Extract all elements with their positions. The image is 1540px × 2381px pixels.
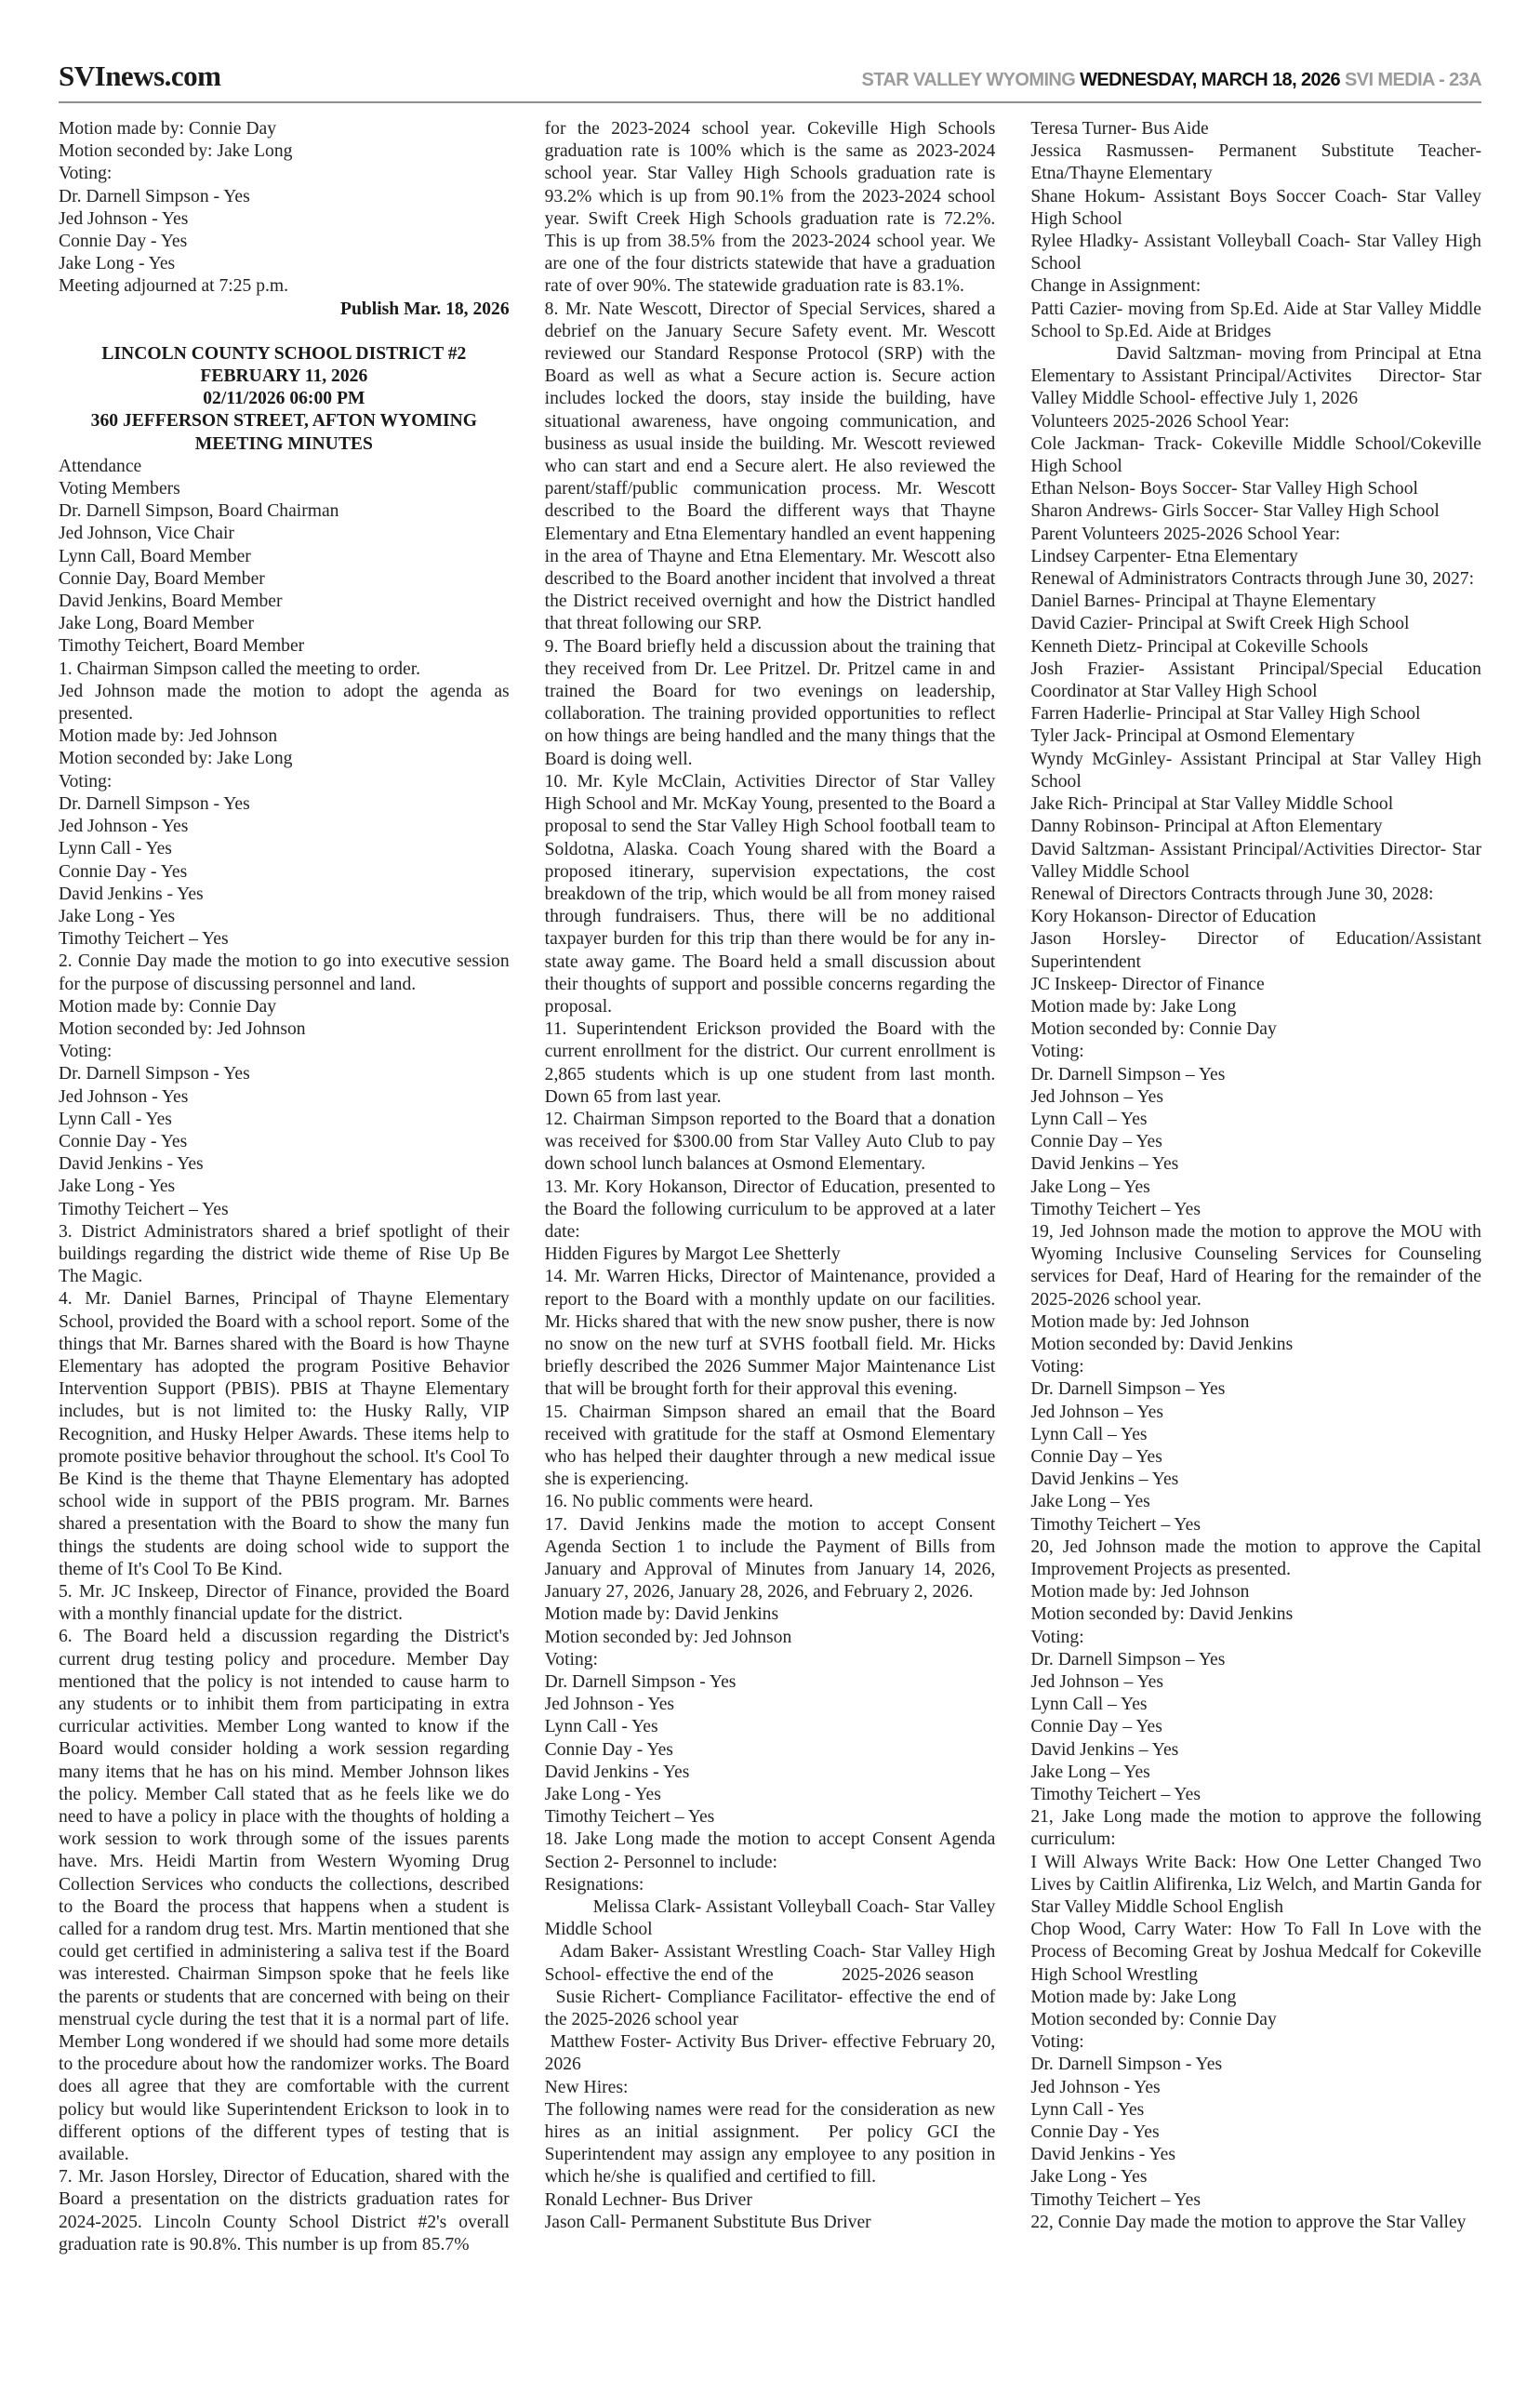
paragraph: Jed Johnson made the motion to adopt the agenda as presented. [59, 681, 510, 725]
text-line: David Jenkins - Yes [59, 884, 204, 904]
paragraph: 12. Chairman Simpson reported to the Board that a donation was received for $300.00 from Star Valley Auto Club to pay down school lunch balances at Osmond Elementary. [544, 1109, 996, 1175]
text-line: Connie Day – Yes [1030, 1132, 1162, 1152]
text-line: Jed Johnson – Yes [1030, 1086, 1163, 1107]
text-line: Lynn Call - Yes [1030, 2099, 1145, 2120]
text-line: Ethan Nelson- Boys Soccer- Star Valley High School [1030, 479, 1418, 499]
text-line: Voting: [1030, 1357, 1084, 1377]
paragraph: 19, Jed Johnson made the motion to approve the MOU with Wyoming Inclusive Counseling Services for Counseling services for Deaf, Hard of Hearing for the remainder of the 2025-2026 school year. [1030, 1221, 1481, 1310]
text-line: Dr. Darnell Simpson - Yes [544, 1672, 737, 1693]
text-line: Motion made by: Jake Long [1030, 1987, 1237, 2007]
news-column [545, 118, 996, 2256]
text-line: Motion made by: Jed Johnson [1030, 1582, 1250, 1603]
paragraph: 14. Mr. Warren Hicks, Director of Maintenance, provided a report to the Board with a monthly update on our facilities. Mr. Hicks shared that with the new snow pusher, there is now no snow on the new turf at SVHS football field. Mr. Hicks briefly described the 2026 Summer Major Maintenance List that will be brought forth for their approval this evening. [544, 1267, 996, 1400]
text-line: Renewal of Directors Contracts through June 30, 2028: [1030, 884, 1434, 904]
text-line: Daniel Barnes- Principal at Thayne Elementary [1030, 592, 1376, 612]
text-line: Lynn Call - Yes [544, 1717, 658, 1737]
text-line: Lynn Call – Yes [1030, 1424, 1148, 1444]
paragraph: Melissa Clark- Assistant Volleyball Coach- Star Valley Middle School [544, 1897, 996, 1940]
text-line: Jed Johnson - Yes [59, 817, 189, 837]
paragraph: 18. Jake Long made the motion to accept Consent Agenda Section 2- Personnel to include: [544, 1829, 996, 1872]
text-line: Lynn Call – Yes [1030, 1109, 1148, 1129]
section-heading: 360 JEFFERSON STREET, AFTON WYOMING [90, 411, 477, 432]
text-line: Motion seconded by: Jed Johnson [59, 1018, 306, 1039]
text-line: 16. No public comments were heard. [544, 1492, 814, 1512]
text-line: Jed Johnson, Vice Chair [59, 524, 234, 544]
text-line: Jake Long - Yes [544, 1785, 661, 1805]
text-line: Farren Haderlie- Principal at Star Valley High School [1030, 704, 1421, 725]
text-line: Motion made by: Connie Day [59, 119, 277, 139]
text-line: Dr. Darnell Simpson, Board Chairman [59, 501, 339, 522]
text-line: Motion seconded by: Jake Long [59, 141, 293, 162]
text-line: Motion made by: Jed Johnson [59, 726, 278, 747]
header-dateline [861, 70, 1481, 91]
text-line: Dr. Darnell Simpson – Yes [1030, 1064, 1226, 1084]
paragraph: Josh Frazier- Assistant Principal/Special Education Coordinator at Star Valley High School [1030, 658, 1481, 702]
text-line: Connie Day - Yes [59, 861, 188, 882]
text-line: Meeting adjourned at 7:25 p.m. [59, 276, 289, 297]
section-heading: 02/11/2026 06:00 PM [203, 389, 365, 409]
text-line: Jake Long - Yes [59, 1177, 176, 1197]
text-line: Voting: [59, 1042, 113, 1062]
article-columns [59, 118, 1481, 2256]
paragraph: Renewal of Administrators Contracts through June 30, 2027: [1030, 569, 1475, 590]
text-line: Jake Long - Yes [59, 254, 176, 274]
text-line: Jake Long - Yes [59, 906, 176, 926]
text-line: Hidden Figures by Margot Lee Shetterly [544, 1244, 841, 1265]
paragraph: Chop Wood, Carry Water: How To Fall In Love with the Process of Becoming Great by Joshua Medcalf for Cokeville High School Wrestling [1030, 1920, 1481, 1985]
text-line: Motion seconded by: David Jenkins [1030, 1604, 1294, 1625]
paragraph: Wyndy McGinley- Assistant Principal at Star Valley High School [1030, 749, 1481, 791]
text-line: Sharon Andrews- Girls Soccer- Star Valley High School [1030, 501, 1440, 522]
text-line: Jed Johnson - Yes [544, 1695, 675, 1715]
text-line: Motion seconded by: Jed Johnson [544, 1627, 792, 1647]
paragraph: 10. Mr. Kyle McClain, Activities Director of Star Valley High School and Mr. McKay Young, presented to the Board a proposal to send the Star Valley High School football team to Soldotna, Alaska. Coach Young shared with the Board a proposed itinerary, supervision expectations, the cost breakdown of the trip, which would be all from money raised through fundraisers. Thus, there will be no additional taxpayer burden for this trip than there would be for any in-state away game. The Board held a small discussion about their thoughts of support and possible concerns regarding the proposal. [544, 771, 996, 1017]
paragraph: 17. David Jenkins made the motion to accept Consent Agenda Section 1 to include the Payment of Bills from January and Approval of Minutes from January 14, 2026, January 27, 2026, January 28, 2026, and February 2, 2026. [544, 1514, 996, 1603]
paragraph: Adam Baker- Assistant Wrestling Coach- Star Valley High School- effective the end of the 2025-2026 season [544, 1942, 996, 1985]
text-line: Jed Johnson – Yes [1030, 1402, 1163, 1422]
paragraph: for the 2023-2024 school year. Cokeville High Schools graduation rate is 100% which is the same as 2023-2024 school year. Star Valley High Schools graduation rate is 93.2% which is up from 90.1% from the 2023-2024 school year. Swift Creek High Schools graduation rate is 72.2%. This is up from 38.5% from the 2023-2024 school year. We are one of the four districts statewide that have a graduation rate of over 90%. The statewide graduation rate is 83.1%. [544, 119, 996, 297]
text-line: Resignations: [544, 1874, 644, 1895]
section-heading: MEETING MINUTES [194, 433, 373, 454]
text-line: Jed Johnson - Yes [59, 208, 189, 229]
paragraph: Matthew Foster- Activity Bus Driver- effective February 20, 2026 [544, 2032, 996, 2075]
paragraph: 3. District Administrators shared a brief spotlight of their buildings regarding the district wide theme of Rise Up Be The Magic. [59, 1221, 510, 1287]
text-line: Parent Volunteers 2025-2026 School Year: [1030, 524, 1341, 544]
text-line: Voting: [1030, 2032, 1084, 2053]
header-media-page: SVI MEDIA - 23A [1340, 70, 1481, 90]
text-line: Dr. Darnell Simpson - Yes [59, 793, 250, 814]
text-line: Timothy Teichert – Yes [1030, 1514, 1201, 1535]
paragraph: 7. Mr. Jason Horsley, Director of Education, shared with the Board a presentation on the districts graduation rates for 2024-2025. Lincoln County School District #2's overall graduation rate is 90.8%. This number is up from 85.7% [59, 2167, 510, 2255]
text-line: David Jenkins, Board Member [59, 592, 283, 612]
paragraph: Jessica Rasmussen- Permanent Substitute Teacher- Etna/Thayne Elementary [1030, 141, 1481, 184]
text-line: Motion made by: Jake Long [1030, 996, 1237, 1017]
text-line: Jed Johnson - Yes [1030, 2077, 1161, 2097]
text-line: Jake Long - Yes [1030, 2167, 1148, 2188]
text-line: New Hires: [544, 2077, 629, 2097]
text-line: Voting: [1030, 1627, 1084, 1647]
paragraph: Jason Horsley- Director of Education/Assistant Superintendent [1030, 929, 1481, 972]
text-line: Teresa Turner- Bus Aide [1030, 119, 1209, 139]
paragraph: 9. The Board briefly held a discussion about the training that they received from Dr. Lee Pritzel. Dr. Pritzel came in and trained the Board for two evenings on leadership, collaboration. The training provided opportunities to reflect on how things are being handled and the many things that the Board is doing well. [544, 636, 996, 769]
paragraph: 15. Chairman Simpson shared an email that the Board received with gratitude for the staff at Osmond Elementary who has helped their daughter through a new medical issue she is experiencing. [544, 1402, 996, 1490]
text-line: David Cazier- Principal at Swift Creek High School [1030, 614, 1410, 634]
paragraph: 6. The Board held a discussion regarding the District's current drug testing policy and procedure. Member Day mentioned that the policy is not intended to cause harm to any students or to inhibit them from participating in extra curricular activities. Member Long wanted to know if the Board would consider holding a work session regarding many items that he has on his mind. Member Johnson likes the policy. Member Call stated that as he feels like we do need to have a policy in place with the thoughts of holding a work session to work through some of the issues parents have. Mrs. Heidi Martin from Western Wyoming Drug Collection Services who conducts the collections, described to the Board the process that happens when a student is called for a random drug test. Mrs. Martin mentioned that she could get certified in administering a saliva test if the Board was interested. Chairman Simpson spoke that he feels like the parents or students that are concerned with being on their menstrual cycle during the test that it is a normal part of life. Member Long wondered if we should had some more details to the procedure about how the randomizer works. The Board does all agree that they are comfortable with the current policy but would like Superintendent Erickson to look in to different options of the different types of testing that is available. [59, 1627, 510, 2165]
section-heading: FEBRUARY 11, 2026 [200, 366, 368, 387]
text-line: David Jenkins – Yes [1030, 1739, 1179, 1760]
text-line: Timothy Teichert – Yes [544, 1807, 715, 1828]
page-header [59, 0, 1481, 93]
paragraph: I Will Always Write Back: How One Letter Changed Two Lives by Caitlin Alifirenka, Liz Welch, and Martin Ganda for Star Valley Middle School English [1030, 1852, 1481, 1918]
text-line: Motion seconded by: Connie Day [1030, 1019, 1277, 1040]
header-region: STAR VALLEY WYOMING [861, 70, 1081, 90]
text-line: Ronald Lechner- Bus Driver [544, 2189, 752, 2210]
text-line: Jake Long, Board Member [59, 614, 255, 634]
paragraph: 8. Mr. Nate Wescott, Director of Special Services, shared a debrief on the January Secure Safety event. Mr. Wescott reviewed our Standard Response Protocol (SRP) with the Board as well as what a Secure action is. Secure action includes locked the doors, stay inside the building, have situational awareness, have ongoing communication, and business as usual inside the building. Mr. Wescott reviewed who can start and end a Secure alert. He also reviewed the parent/staff/public communication process. Mr. Wescott described to the Board the different ways that Thayne Elementary and Etna Elementary handled an event happening in the area of Thayne and Etna Elementary. Mr. Wescott also described to the Board another incident that involved a threat the District received overnight and how the District handled that threat following our SRP. [544, 299, 996, 634]
text-line: Jake Rich- Principal at Star Valley Middle School [1030, 794, 1394, 815]
text-line: Change in Assignment: [1030, 276, 1201, 297]
header-date: WEDNESDAY, MARCH 18, 2026 [1080, 70, 1341, 90]
paragraph: 5. Mr. JC Inskeep, Director of Finance, provided the Board with a monthly financial update for the district. [59, 1582, 510, 1625]
paragraph: 21, Jake Long made the motion to approve the following curriculum: [1030, 1807, 1481, 1850]
text-line: Timothy Teichert, Board Member [59, 636, 305, 657]
text-line: Jason Call- Permanent Substitute Bus Driver [544, 2212, 871, 2232]
text-line: Jake Long – Yes [1030, 1177, 1150, 1197]
paragraph: The following names were read for the consideration as new hires as an initial assignment. Per policy GCI the Superintendent may assign any employee to any position in which he/she is qualified and certified to fill. [544, 2099, 996, 2188]
text-line: Jake Long – Yes [1030, 1762, 1150, 1782]
paragraph: Patti Cazier- moving from Sp.Ed. Aide at Star Valley Middle School to Sp.Ed. Aide at Bridges [1030, 299, 1481, 341]
section-heading: LINCOLN COUNTY SCHOOL DISTRICT #2 [101, 343, 467, 364]
text-line: Jed Johnson – Yes [1030, 1672, 1163, 1693]
paragraph: David Saltzman- Assistant Principal/Activities Director- Star Valley Middle School [1030, 839, 1481, 882]
text-line: Kory Hokanson- Director of Education [1030, 907, 1317, 927]
text-line: Dr. Darnell Simpson - Yes [59, 1064, 250, 1084]
text-line: Connie Day - Yes [1030, 2122, 1160, 2143]
text-line: Lindsey Carpenter- Etna Elementary [1030, 546, 1298, 566]
text-line: Motion seconded by: Connie Day [1030, 2010, 1277, 2030]
text-line: David Jenkins - Yes [544, 1762, 690, 1782]
spacer [59, 321, 510, 343]
text-line: Voting Members [59, 479, 180, 499]
text-line: Attendance [59, 456, 142, 476]
text-line: Motion made by: Connie Day [59, 996, 277, 1017]
text-line: Kenneth Dietz- Principal at Cokeville Schools [1030, 636, 1369, 657]
text-line: Timothy Teichert – Yes [1030, 2189, 1201, 2210]
text-line: Voting: [59, 164, 113, 184]
text-line: Connie Day, Board Member [59, 568, 265, 589]
text-line: Connie Day - Yes [59, 1131, 188, 1151]
text-line: Motion made by: Jed Johnson [1030, 1311, 1250, 1332]
site-title: SVInews.com [59, 60, 221, 92]
text-line: Lynn Call - Yes [59, 1109, 172, 1129]
news-column [59, 118, 510, 2256]
text-line: Lynn Call – Yes [1030, 1695, 1148, 1715]
paragraph: 11. Superintendent Erickson provided the Board with the current enrollment for the district. Our current enrollment is 2,865 students which is up one student from last month. Down 65 from last year. [544, 1019, 996, 1107]
text-line: JC Inskeep- Director of Finance [1030, 974, 1265, 994]
text-line: Motion made by: David Jenkins [544, 1604, 779, 1625]
text-line: 1. Chairman Simpson called the meeting to order. [59, 658, 421, 679]
text-line: Lynn Call - Yes [59, 839, 172, 859]
paragraph: 2. Connie Day made the motion to go into executive session for the purpose of discussing personnel and land. [59, 951, 510, 994]
paragraph: 20, Jed Johnson made the motion to approve the Capital Improvement Projects as presented. [1030, 1536, 1481, 1579]
text-line: Voting: [1030, 1042, 1084, 1062]
text-line: Timothy Teichert – Yes [59, 929, 229, 950]
paragraph: 4. Mr. Daniel Barnes, Principal of Thayne Elementary School, provided the Board with a school report. Some of the things that Mr. Barnes shared with the Board is how Thayne Elementary has adopted the program Positive Behavior Intervention Support (PBIS). PBIS at Thayne Elementary includes, but is not limited to: the Husky Rally, VIP Recognition, and Husky Helper Awards. These items help to promote positive behavior throughout the school. It's Cool To Be Kind is the theme that Thayne Elementary has adopted school wide in support of the PBIS program. Mr. Barnes shared a presentation with the Board to show the many fun things the students are doing school wide to support the theme of It's Cool To Be Kind. [59, 1289, 510, 1579]
paragraph: David Saltzman- moving from Principal at Etna Elementary to Assistant Principal/Activites Director- Star Valley Middle School- effective July 1, 2026 [1030, 344, 1481, 409]
paragraph: 22, Connie Day made the motion to approve the Star Valley [1030, 2212, 1467, 2232]
text-line: Timothy Teichert – Yes [59, 1199, 229, 1219]
text-line: Dr. Darnell Simpson – Yes [1030, 1379, 1226, 1400]
text-line: Lynn Call, Board Member [59, 546, 251, 566]
text-line: David Jenkins - Yes [1030, 2145, 1175, 2165]
news-column [1030, 118, 1481, 2256]
text-line: Dr. Darnell Simpson - Yes [1030, 2055, 1223, 2075]
paragraph: Rylee Hladky- Assistant Volleyball Coach- Star Valley High School [1030, 232, 1481, 274]
text-line: Dr. Darnell Simpson – Yes [1030, 1649, 1226, 1669]
publish-note: Publish Mar. 18, 2026 [340, 299, 510, 319]
text-line: Voting: [544, 1649, 599, 1669]
text-line: David Jenkins - Yes [59, 1154, 204, 1175]
text-line: Connie Day – Yes [1030, 1446, 1162, 1467]
text-line: Connie Day - Yes [59, 232, 188, 252]
text-line: Connie Day - Yes [544, 1739, 673, 1760]
text-line: Jed Johnson - Yes [59, 1086, 189, 1107]
paragraph: 13. Mr. Kory Hokanson, Director of Education, presented to the Board the following curriculum to be approved at a later date: [544, 1177, 996, 1242]
text-line: Danny Robinson- Principal at Afton Elementary [1030, 817, 1383, 837]
text-line: David Jenkins – Yes [1030, 1470, 1179, 1490]
paragraph: Shane Hokum- Assistant Boys Soccer Coach- Star Valley High School [1030, 186, 1481, 229]
text-line: Motion seconded by: Jake Long [59, 749, 293, 769]
text-line: Timothy Teichert – Yes [1030, 1199, 1201, 1219]
text-line: Jake Long – Yes [1030, 1492, 1150, 1512]
text-line: Timothy Teichert – Yes [1030, 1785, 1201, 1805]
text-line: Connie Day – Yes [1030, 1717, 1162, 1737]
paragraph: Cole Jackman- Track- Cokeville Middle School/Cokeville High School [1030, 433, 1481, 477]
header-rule [59, 101, 1481, 103]
text-line: Motion seconded by: David Jenkins [1030, 1334, 1294, 1354]
text-line: Tyler Jack- Principal at Osmond Elementary [1030, 726, 1355, 747]
paragraph: Susie Richert- Compliance Facilitator- effective the end of the 2025-2026 school year [544, 1987, 996, 2030]
text-line: Voting: [59, 771, 113, 791]
text-line: Volunteers 2025-2026 School Year: [1030, 411, 1290, 432]
text-line: Dr. Darnell Simpson - Yes [59, 186, 250, 206]
text-line: David Jenkins – Yes [1030, 1154, 1179, 1175]
